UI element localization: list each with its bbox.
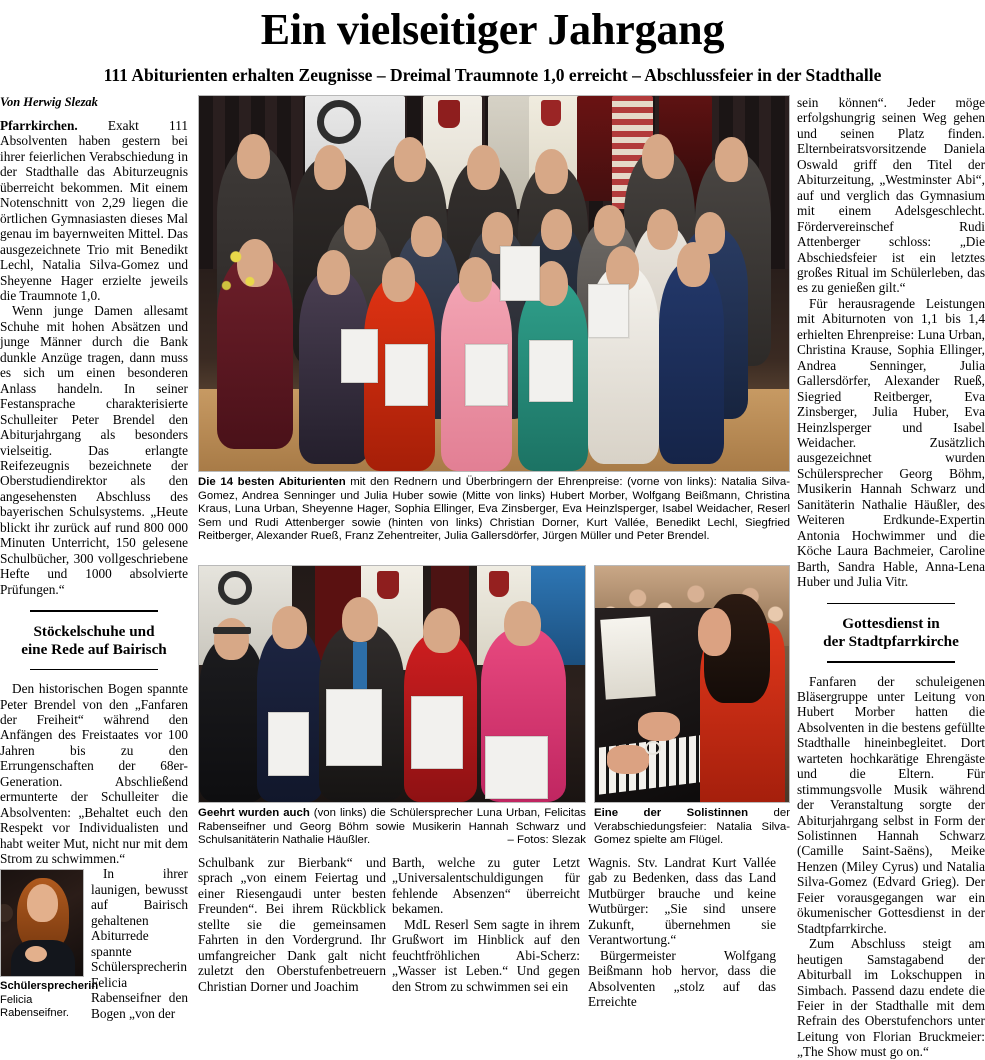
photo-pianist	[594, 565, 790, 803]
portrait-caption-bold: Schülersprecherin	[0, 980, 99, 993]
person-head-back-7	[715, 137, 747, 182]
paragraph-lower-1: Schulbank zur Bierbank“ und sprach „von einem Feiertag und einer Riesengaudi unter besten Freunden“. Bei ihrem Rückblick stellte sie die gemeinsamen Fahrten in den Vordergrund. Ihr umfangreicher Dank galt nicht zuletzt den Oberstufenbetreuern Christian Dorner und Joachim	[198, 855, 386, 994]
section-heading-text-right	[797, 615, 985, 651]
banner-two-logo-icon	[218, 571, 252, 605]
paragraph-lower-2a: Barth, welche zu guter Letzt „Universalentschuldigungen für fehlende Absenzen“ überreicht bekamen.	[392, 855, 580, 917]
person-head-back-1	[237, 134, 269, 179]
paragraph-right-1: sein können“. Jeder möge erfolgshungrig seinen Weg gehen und seinen Platz finden. Elternbeiratsvorsitzende Daniela Oswald griff den Titel der Abiturzeitung, „Westminster Abi“, auf und verglich das Gymnasium mit einem Adelsgeschlecht. Fördervereinschef Rudi Attenberger schloss: „Die Abschiedsfeier ist ein letztes großes Ritual im Schülerleben, das es zu genießen gilt.“	[797, 95, 985, 296]
paragraph-left-4: In ihrer launigen, bewusst auf Bairisch gehaltenen Abiturrede spannte Schülersprecherin Felicia Rabenseifner den Bogen „von der	[91, 866, 188, 1021]
photo-main-group	[198, 95, 790, 472]
photo-credit: – Fotos: Slezak	[507, 834, 586, 847]
caption-three-rest: der Verabschiedungsfeier: Natalia Silva-Gomez spielte am Flügel.	[594, 807, 790, 847]
portrait-and-text	[0, 866, 188, 1021]
section-rule-top-right	[827, 603, 955, 605]
pianist-hand-left	[607, 745, 650, 773]
caption-main-bold: Die 14 besten Abiturienten	[198, 476, 346, 488]
lower-column-2	[392, 855, 580, 994]
coat-of-arms-shield-2	[541, 100, 561, 126]
page-title: Ein vielseitiger Jahrgang	[260, 5, 725, 54]
column-right	[797, 95, 985, 1060]
section-heading-right-line-2: der Stadtpfarrkirche	[823, 633, 959, 650]
portrait-figure	[0, 869, 99, 1020]
certificate-1	[341, 329, 378, 384]
student-1-head	[214, 618, 249, 660]
person-head-front-2	[317, 250, 350, 295]
caption-three-bold: Eine der Solistinnen	[594, 807, 749, 819]
person-head-back-4	[467, 145, 499, 190]
section-heading-line-2: eine Rede auf Bairisch	[21, 640, 167, 658]
student-5-head	[504, 601, 541, 646]
lower-column-1	[198, 855, 386, 994]
certificate-small-4	[485, 736, 549, 799]
certificate-small-3	[411, 696, 463, 769]
person-head-front-teal	[535, 261, 568, 306]
certificate-5	[500, 246, 540, 301]
caption-main-rest: mit den Rednern und Überbringern der Ehrenpreise: (vorne von links): Natalia Silva-Gomez, Andrea Senninger und Julia Huber sowie (Mitte von links) Hubert Morber, Wolfgang Beißmann, Christina Kraus, Luna Urban, Sheyenne Hager, Sophia Ellinger, Eva Zinsberger, Eva Heinzlsperger, Isabel Weidacher, Reserl Sem und Rudi Attenberger sowie (hinten von links) Christian Dorner, Kurt Vallée, Benedikt Lechl, Siegfried Reitberger, Alexander Rueß, Franz Zehentreiter, Julia Gallersdörfer, Jürgen Müller und Peter Brendel.	[198, 476, 790, 543]
portrait-caption-rest: Felicia Rabenseifner.	[0, 993, 70, 1020]
person-head-mid-2	[411, 216, 442, 257]
certificate-small-1	[268, 712, 309, 775]
coat-of-arms-shield-two	[377, 571, 399, 599]
student-4-head	[423, 608, 460, 653]
caption-honored-students	[198, 807, 586, 848]
article-body	[0, 95, 985, 1060]
person-head-mid-1	[344, 205, 376, 250]
lower-columns	[198, 855, 790, 1010]
paragraph-left-3: Den historischen Bogen spannte Peter Brendel von den „Fanfaren der Freiheit“ während den Anfängen des Freistaates vor 100 Jahren bis zu den Errungenschaften der 68er-Generation. Abschließend ermunterte der Schulleiter die Absolventen: „Behaltet euch den Respekt vor Individualisten und habt weiter Mut, nicht nur mit dem Strom zu schwimmen.“	[0, 681, 188, 867]
person-head-front-red	[382, 257, 415, 302]
section-rule-bottom	[30, 669, 158, 671]
paragraph-right-3: Fanfaren der schuleigenen Bläsergruppe unter Leitung von Hubert Morber hatten die Absolventen in die bestens gefüllte Stadthalle hineinbegleitet. Dort warteten hochkarätige Ehrengäste und die Eltern. Für stimmungsvolle Musik während der Veranstaltung sorgte der Abiturjahrgang selbst in Form der Solistinnen Hannah Schwarz (Camille Saint-Saëns), Meike Henzen (Miley Cyrus) und Natalia Silva-Gomez (Edvard Grieg). Der Feier vorausgegangen war ein ökumenischer Gottesdienst in der Stadtpfarrkirche.	[797, 673, 985, 936]
certificate-3	[465, 344, 508, 406]
dateline: Pfarrkirchen.	[0, 118, 78, 133]
paragraph-lead-text: Exakt 111 Absolventen haben gestern bei ihrer feierlichen Verabschiedung in der Stadthalle das Abiturzeugnis überreicht bekommen. Mit einem Notenschnitt von 2,29 liegen die örtlichen Gymnasiasten dieses Mal genau im bayernweiten Mittel. Das ausgezeichnete Trio mit Benedikt Lechl, Natalia Silva-Gomez und Sheyenne Hager erzielte jeweils die Traumnote 1,0.	[0, 118, 188, 303]
caption-main-photo	[198, 476, 790, 544]
paragraph-lower-2b: MdL Reserl Sem sagte in ihrem Grußwort im Hinblick auf den feuchtfröhlichen Abi-Scherz: „Wasser ist Leben.“ Und gegen den Strom zu schwimmen sei ein	[392, 916, 580, 994]
person-head-back-5	[535, 149, 567, 194]
caption-two-rest: (von links) die Schülersprecher Luna Urban, Felicitas Rabenseifner und Georg Böhm sowie Musikerin Hannah Schwarz und Schulsanitäterin Nathalie Häußler.	[198, 807, 586, 847]
person-head-front-navy	[677, 242, 710, 287]
flower-decoration	[217, 224, 264, 307]
person-head-back-6	[642, 134, 674, 179]
student-1-glasses-icon	[213, 627, 252, 634]
section-heading-text	[0, 623, 188, 659]
person-head-front-pink	[459, 257, 492, 302]
section-heading-line-1: Stöckelschuhe und	[33, 622, 155, 640]
byline: Von Herwig Slezak	[0, 95, 98, 109]
photo-honored-students	[198, 565, 586, 803]
caption-pianist	[594, 807, 790, 848]
portrait-face	[27, 884, 58, 922]
pianist-hand-right	[638, 712, 681, 740]
portrait-photo-rabenseifner	[0, 869, 84, 977]
pianist-face	[698, 608, 731, 655]
student-1	[199, 637, 265, 802]
person-head-mid-4	[541, 209, 572, 250]
paragraph-right-2: Für herausragende Leistungen mit Abiturnoten von 1,1 bis 1,4 erhielten Ehrenpreise: Luna Urban, Christina Krause, Sophia Ellinger, Andrea Senninger, Julia Gallersdörfer, Alexander Rueß, Siegried Reitberger, Eva Zinsberger, Julia Huber, Eva Heinzlsperger und Isabel Weidacher. Zusätzlich ausgezeichnet wurden Schülersprecher Georg Böhm, Musikerin Hannah Schwarz und Sanitäterin Nathalie Häußler, des Weiteren Erdkunde-Expertin Antonia Hochwimmer und die Köche Laura Bachmeier, Caroline Barth, Sandra Hable, Anna-Lena Huber und Julia Vitr.	[797, 295, 985, 590]
wristwatch-icon	[645, 741, 661, 755]
coat-of-arms-shield-1	[438, 100, 460, 128]
person-head-mid-5	[594, 205, 625, 246]
section-heading-right-line-1: Gottesdienst in	[842, 615, 940, 632]
person-front-navy	[659, 261, 724, 464]
column-left	[0, 95, 188, 1022]
paragraph-right-4: Zum Abschluss steigt am heutigen Samstagabend der Abiturball im Lokschuppen in Simbach. Passend dazu endete die Feier in der Stadthalle mit dem Refrain des Oberstufenchors unter Leitung von Florian Bruckmeier: „The Show must go on.“	[797, 936, 985, 1060]
paragraph-lead	[0, 118, 188, 303]
newspaper-page	[0, 5, 985, 1060]
paragraph-left-2: Wenn junge Damen allesamt Schuhe mit hohen Absätzen und junge Männer durch die Bank dunkle Anzüge tragen, dann muss es sich um einen besonderen Anlass handeln. In seiner Festansprache charakterisierte Schulleiter Peter Brendel den Abiturjahrgang als besonders vielseitig. Das erlangte Reifezeugnis bezeichnete der Oberstudiendirektor als den angesehensten Abschluss des bayerischen Schulsystems. „Heute blickt ihr zurück auf rund 800 000 Minuten Unterricht, 150 gelesene Schulbücher, 300 vollgeschriebene Hefte und 1000 absolvierte Prüfungen.“	[0, 303, 188, 597]
person-head-back-3	[394, 137, 426, 182]
caption-two-bold: Geehrt wurden auch	[198, 807, 310, 819]
certificate-small-2	[326, 689, 382, 767]
student-3-head	[342, 597, 379, 642]
section-heading-gottesdienst	[797, 603, 985, 663]
person-head-back-2	[314, 145, 346, 190]
lower-column-3	[588, 855, 776, 1010]
section-rule-bottom-right	[827, 661, 955, 663]
section-rule-top	[30, 610, 158, 612]
certificate-4	[529, 340, 572, 402]
section-heading-stoeckelschuhe	[0, 610, 188, 670]
person-head-mid-6	[647, 209, 678, 250]
subheadline: 111 Abiturienten erhalten Zeugnisse – Dreimal Traumnote 1,0 erreicht – Abschlussfeier in der Stadthalle	[103, 65, 882, 85]
banner-logo-icon	[317, 100, 361, 144]
certificate-6	[588, 284, 628, 339]
student-2-head	[272, 606, 307, 648]
paragraph-lower-3b: Bürgermeister Wolfgang Beißmann hob hervor, dass die Absolventen „stolz auf das Erreichte	[588, 947, 776, 1010]
paragraph-lower-3a: Wagnis. Stv. Landrat Kurt Vallée gab zu Bedenken, dass das Land Mutbürger brauche und keine Wutbürger: „Sie sind unsere Zukunft, übernehmen sie Verantwortung.“	[588, 855, 776, 948]
coat-of-arms-shield-two-b	[489, 571, 509, 597]
certificate-2	[385, 344, 428, 406]
sheet-music	[600, 616, 656, 700]
